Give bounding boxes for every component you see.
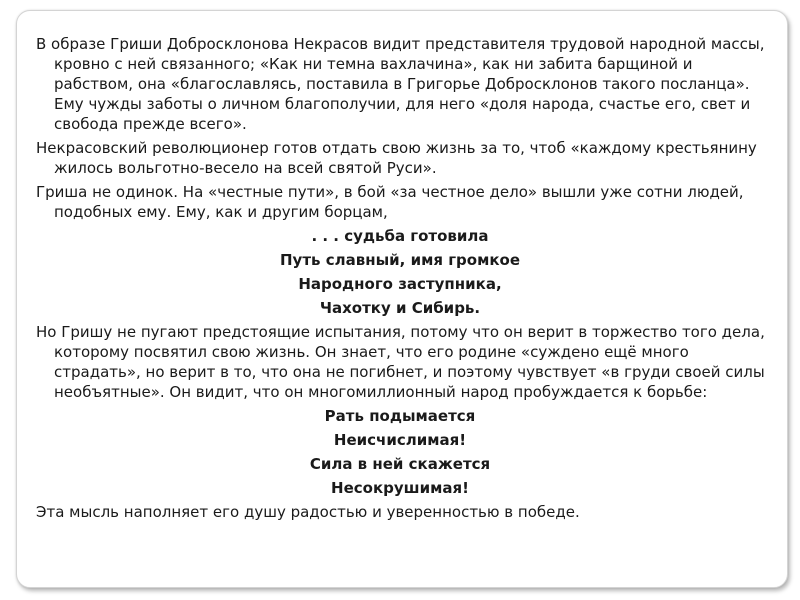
paragraph-not-afraid: Но Гришу не пугают предстоящие испытания, потому что он верит в торжество того дела, которому посвятил свою жизнь. Он знает, что его родине «суждено ещё много страдать», но верит в то, что она не погибнет, и поэтому чувствует «в груди своей силы необъятные». Он видит, что он многомиллионный народ пробуждается к борьбе: [36, 323, 765, 401]
verse-line: Путь славный, имя громкое [279, 251, 520, 269]
paragraph-conclusion: Эта мысль наполняет его душу радостью и уверенностью в победе. [36, 503, 580, 521]
verse-line: . . . судьба готовила [311, 227, 489, 245]
verse-line: Несокрушимая! [331, 479, 469, 497]
verse-line: Неисчислимая! [333, 431, 467, 449]
verse-line: Чахотку и Сибирь. [319, 299, 481, 317]
paragraph-not-alone: Гриша не одинок. На «честные пути», в бой «за честное дело» вышли уже сотни людей, подобных ему. Ему, как и другим борцам, [36, 183, 744, 221]
paragraph-grisha-image: В образе Гриши Добросклонова Некрасов видит представителя трудовой народной массы, кровно с ней связанного; «Как ни темна вахлачина», как ни забита барщиной и рабством, она «благославлясь, поставила в Григорье Добросклонов такого посланца». Ему чужды заботы о личном благополучии, для него «доля народа, счастье его, свет и свобода прежде всего». [36, 35, 765, 133]
verse-line: Народного заступника, [298, 275, 502, 293]
paragraph-revolutionary: Некрасовский революционер готов отдать свою жизнь за то, чтоб «каждому крестьянину жилось вольготно-весело на всей святой Руси». [36, 139, 757, 177]
slide-text [36, 34, 774, 526]
verse-line: Сила в ней скажется [309, 455, 491, 473]
verse-line: Рать подымается [324, 407, 476, 425]
